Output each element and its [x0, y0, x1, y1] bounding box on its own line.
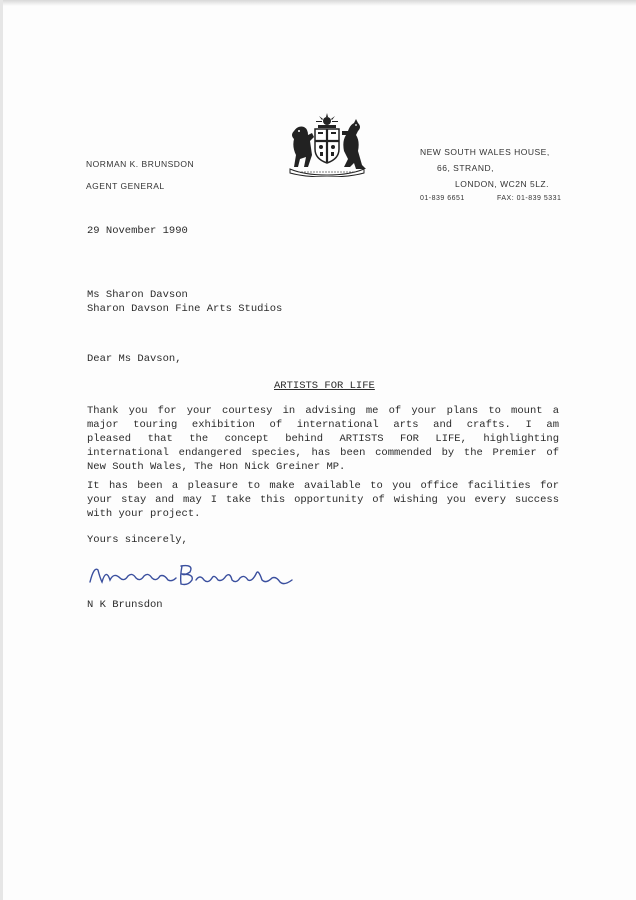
nsw-coat-of-arms-icon [284, 111, 370, 177]
address-line-1: NEW SOUTH WALES HOUSE, [420, 147, 550, 157]
subject-heading: ARTISTS FOR LIFE [274, 380, 375, 392]
paragraph-line: with your project. [87, 508, 201, 520]
scan-edge [0, 0, 3, 900]
paragraph-1 [87, 404, 559, 474]
address-line-3: LONDON, WC2N 5LZ. [455, 179, 549, 189]
sender-title: AGENT GENERAL [86, 181, 165, 191]
recipient-name: Ms Sharon Davson [87, 289, 188, 301]
signatory-name: N K Brunsdon [87, 599, 163, 611]
scan-shadow [0, 0, 636, 6]
paragraph-line: New South Wales, The Hon Nick Greiner MP. [87, 461, 346, 473]
paragraph-line: Thank you for your courtesy in advising me of your plans to mount a [87, 405, 559, 417]
signature [86, 558, 300, 592]
sender-name: NORMAN K. BRUNSDON [86, 159, 195, 169]
paragraph-2 [87, 479, 559, 521]
address-line-2: 66, STRAND, [437, 163, 494, 173]
letter-date: 29 November 1990 [87, 225, 188, 237]
salutation: Dear Ms Davson, [87, 353, 182, 365]
paragraph-line: your stay and may I take this opportunity of wishing you every success [87, 494, 559, 506]
paragraph-line: pleased that the concept behind ARTISTS FOR LIFE, highlighting [87, 433, 559, 445]
paragraph-line: It has been a pleasure to make available to you office facilities for [87, 480, 559, 492]
paragraph-line: international endangered species, has been commended by the Premier of [87, 447, 559, 459]
closing: Yours sincerely, [87, 534, 188, 546]
fax-number: FAX: 01-839 5331 [497, 195, 562, 202]
phone-number: 01-839 6651 [420, 195, 465, 202]
recipient-organization: Sharon Davson Fine Arts Studios [87, 303, 283, 315]
paragraph-line: major touring exhibition of international arts and crafts. I am [87, 419, 559, 431]
